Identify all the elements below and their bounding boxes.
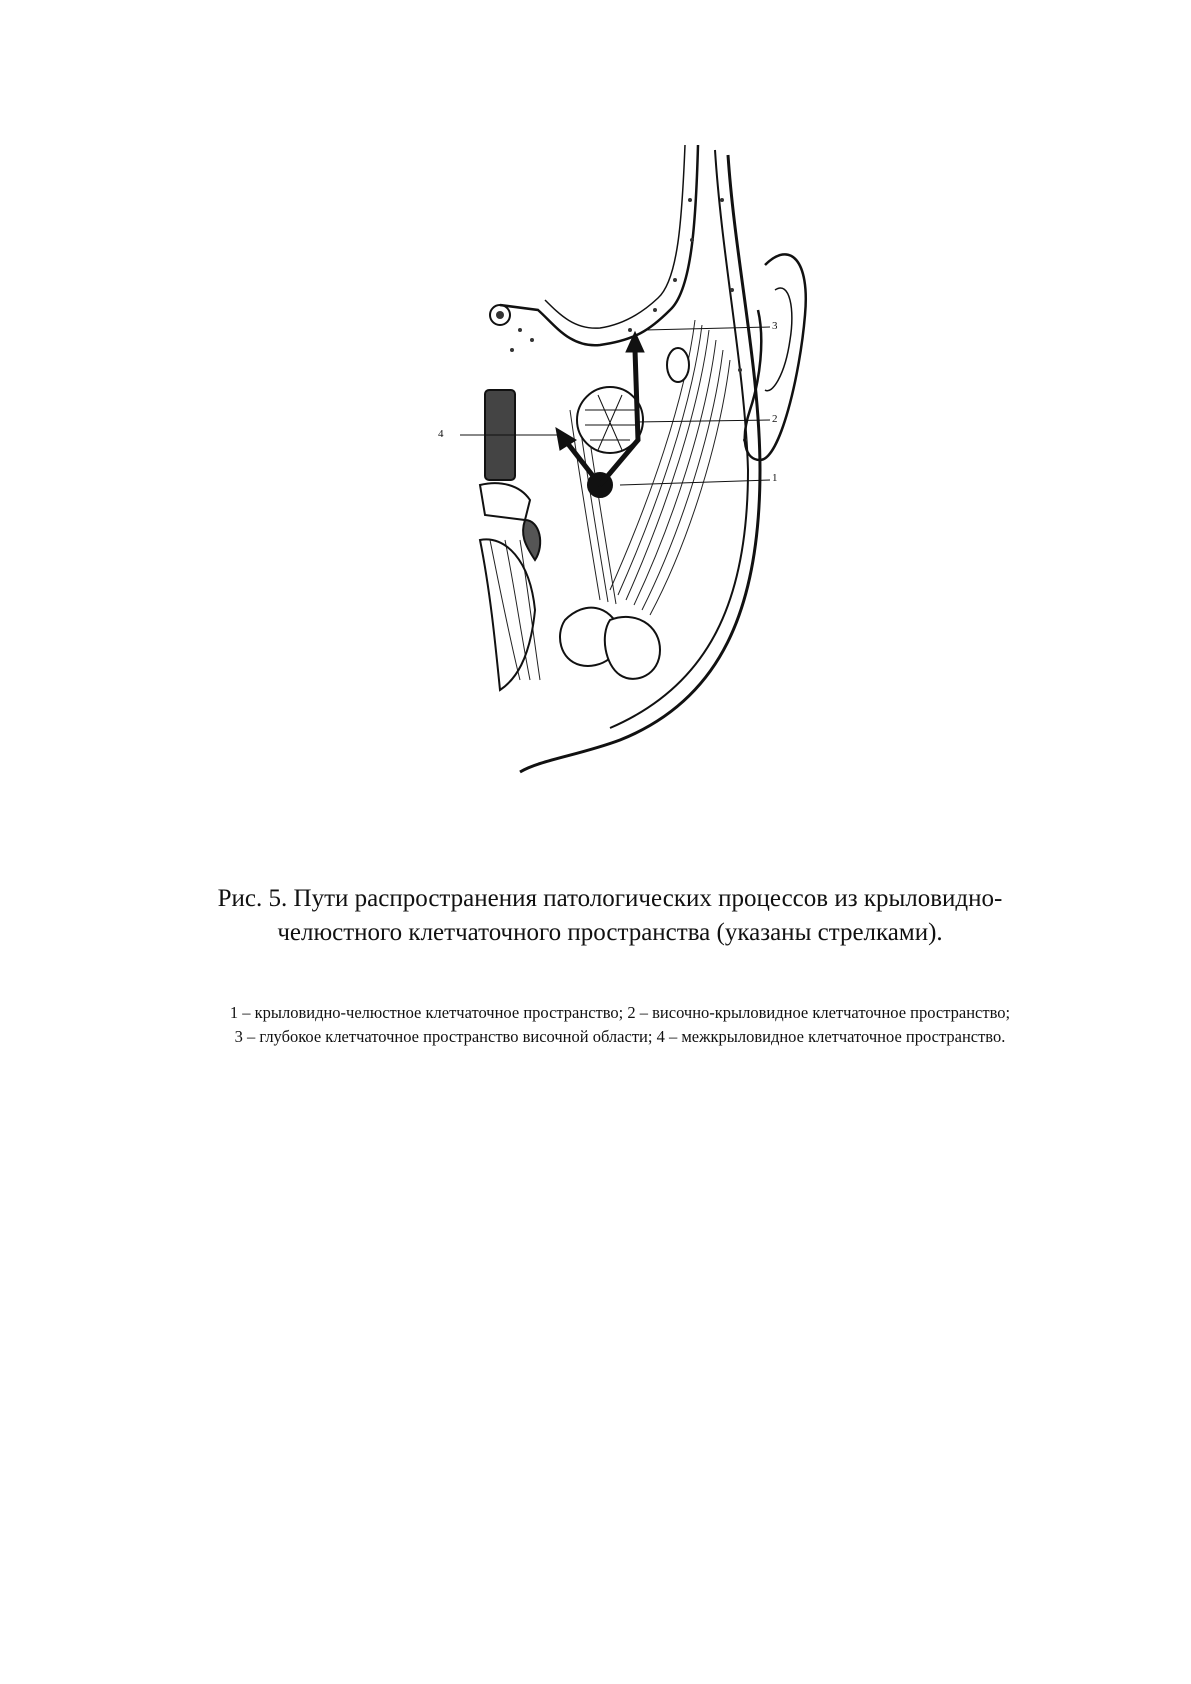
legend-line-2: 3 – глубокое клетчаточное пространство височной области; 4 – межкрыловидное клетчаточное пространство. [234, 1027, 1006, 1046]
pterygomandibular-section-drawing [460, 140, 860, 790]
caption-line-2: челюстного клетчаточного пространства (указаны стрелками). [277, 919, 943, 946]
figure-legend [120, 1001, 1120, 1049]
bone-inner [545, 145, 685, 328]
caption-line-1: Рис. 5. Пути распространения патологических процессов из крыловидно- [217, 885, 1003, 912]
legend-line-1: 1 – крыловидно-челюстное клетчаточное пространство; 2 – височно-крыловидное клетчаточное пространство; [229, 1003, 1011, 1022]
gland-structures [560, 348, 689, 679]
anatomical-figure [438, 140, 860, 790]
callout-2: 2 [772, 413, 778, 425]
callout-1: 1 [772, 472, 778, 484]
ear-inner [765, 288, 792, 391]
bone-contour [500, 145, 698, 345]
figure-caption [120, 882, 1100, 950]
callout-4: 4 [438, 428, 444, 440]
callout-3: 3 [772, 320, 778, 332]
ear-outline [745, 254, 806, 460]
